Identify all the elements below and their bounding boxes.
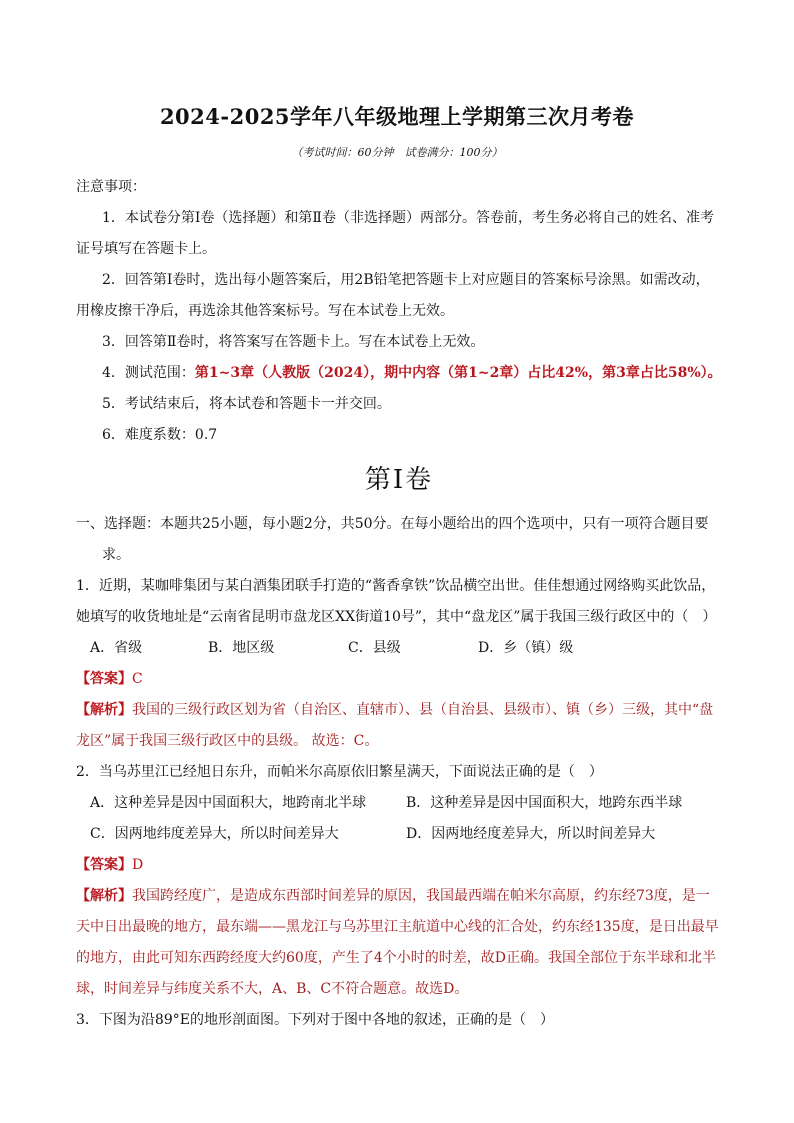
section-1-heading: 一、选择题：本题共25小题，每小题2分，共50分。在每小题给出的四个选项中，只有一项符合题目要求。 [76, 516, 709, 563]
q2-analysis-text: 我国跨经度广，是造成东西部时间差异的原因，我国最西端在帕米尔高原，约东经73度，是一天中日出最晚的地方，最东端——黑龙江与乌苏里江主航道中心线的汇合处，约东经135度，是日出最早的地方，由此可知东西跨经度大约60度，产生了4个小时的时差，故D正确。我国全部位于东半球和北半球，时间差异与纬度关系不大，A、B、C不符合题意。故选D。 [76, 888, 719, 997]
answer-label: 【答案】 [76, 857, 132, 873]
notice-item-2: 2．回答第Ⅰ卷时，选出每小题答案后，用2B铅笔把答题卡上对应题目的答案标号涂黑。如需改动，用橡皮擦干净后，再选涂其他答案标号。写在本试卷上无效。 [76, 272, 710, 319]
q2-option-d: D．因两地经度差异大，所以时间差异大 [406, 826, 656, 842]
answer-label: 【答案】 [76, 671, 132, 687]
q1-option-b: B．地区级 [208, 640, 275, 656]
analysis-label: 【解析】 [76, 888, 132, 904]
notice-item-5: 5．考试结束后，将本试卷和答题卡一并交回。 [102, 396, 391, 412]
q1-analysis-text: 我国的三级行政区划为省（自治区、直辖市）、县（自治县、县级市）、镇（乡）三级，其中“盘龙区”属于我国三级行政区中的县级。 故选：C。 [76, 702, 714, 749]
question-1-answer [76, 664, 722, 695]
notice-item-3: 3．回答第Ⅱ卷时，将答案写在答题卡上。写在本试卷上无效。 [102, 334, 485, 350]
question-3-stem: 3．下图为沿89°E的地形剖面图。下列对于图中各地的叙述，正确的是（ ） [76, 1012, 554, 1028]
test-range: 第1~3章（人教版（2024），期中内容（第1~2章）占比42%，第3章占比58%）。 [194, 365, 722, 381]
q1-answer-value: C [132, 671, 143, 687]
question-1-analysis [76, 695, 722, 757]
notice-4-prefix: 4．测试范围： [102, 365, 195, 381]
q2-answer-value: D [132, 857, 144, 873]
notice-item-1: 1．本试卷分第Ⅰ卷（选择题）和第Ⅱ卷（非选择题）两部分。答卷前，考生务必将自己的姓名、准考证号填写在答题卡上。 [76, 210, 714, 257]
q1-option-a: A．省级 [90, 640, 143, 656]
notice-heading: 注意事项： [76, 179, 146, 195]
exam-subtitle: （考试时间：60分钟 试卷满分：100分） [291, 146, 503, 159]
question-2-stem: 2．当乌苏里江已经旭日东升，而帕米尔高原依旧繁星满天，下面说法正确的是（ ） [76, 764, 603, 780]
question-1-stem: 1．近期，某咖啡集团与某白酒集团联手打造的“酱香拿铁”饮品横空出世。佳佳想通过网络购买此饮品，她填写的收货地址是“云南省昆明市盘龙区XX街道10号”，其中“盘龙区”属于我国三级行政区中的（ ） [76, 578, 717, 625]
q2-option-a: A．这种差异是因中国面积大，地跨南北半球 [90, 795, 367, 811]
analysis-label: 【解析】 [76, 702, 132, 718]
question-1-options [76, 633, 722, 664]
notice-item-4 [76, 358, 722, 389]
question-2-answer [76, 850, 722, 881]
notice-item-6: 6．难度系数：0.7 [102, 427, 218, 443]
exam-content [76, 172, 722, 1036]
question-2-options-row-2 [76, 819, 722, 850]
q1-option-c: C．县级 [348, 640, 401, 656]
q2-option-b: B．这种差异是因中国面积大，地跨东西半球 [406, 795, 683, 811]
q1-option-d: D．乡（镇）级 [478, 640, 574, 656]
question-2-analysis [76, 881, 722, 1005]
volume-title: 第Ⅰ卷 [364, 465, 434, 495]
q2-option-c: C．因两地纬度差异大，所以时间差异大 [90, 826, 339, 842]
question-2-options-row-1 [76, 788, 722, 819]
exam-title: 2024-2025学年八年级地理上学期第三次月考卷 [159, 104, 635, 129]
